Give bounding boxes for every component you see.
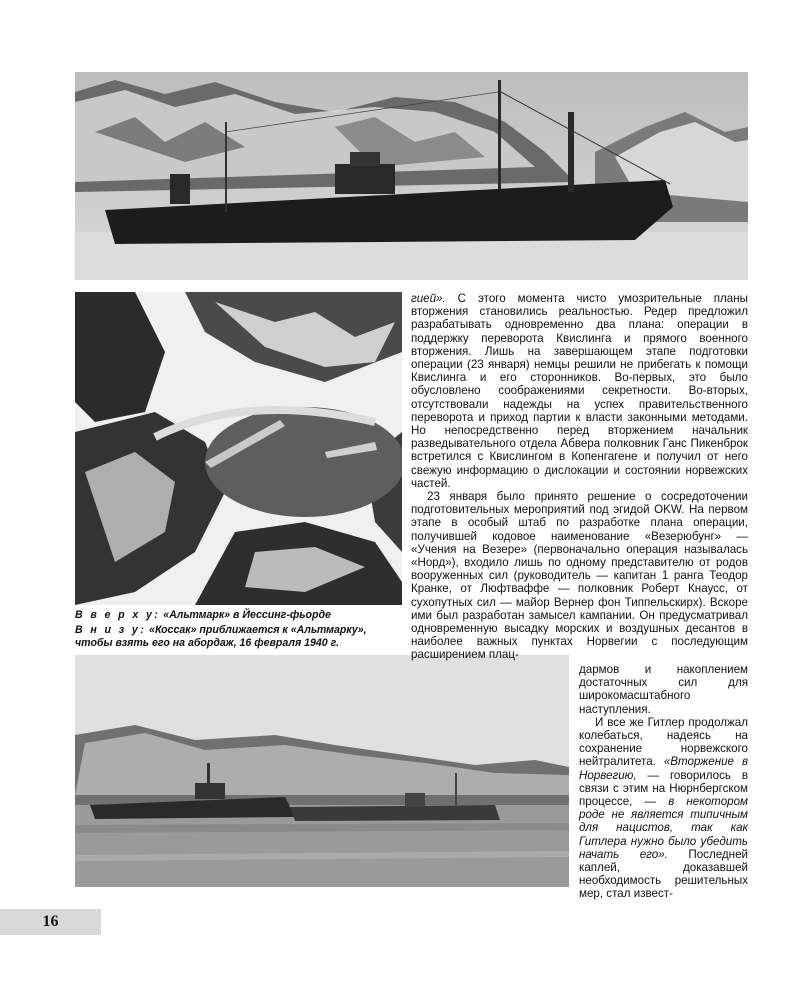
photo-altmark-image — [75, 72, 748, 280]
caption-top-label: В в е р х у: — [75, 609, 161, 621]
page-number: 16 — [0, 909, 101, 935]
article-column-right — [411, 292, 748, 662]
paragraph-3-quote-a: «Вторжение в Норвегию, — [579, 755, 749, 782]
photo-altmark-in-fjord — [75, 72, 748, 280]
article-column-narrow — [579, 663, 748, 901]
paragraph-3 — [579, 716, 748, 901]
caption-top-text: «Альтмарк» в Йессинг-фьорде — [163, 609, 331, 621]
paragraph-3-text-b: — говорилось в связи с этим на Нюрнбергском процессе, — — [579, 768, 748, 809]
photo-jossingfjord-aerial — [75, 292, 402, 605]
photo-cossack-image — [75, 655, 569, 887]
paragraph-1-quote-end: гией». — [411, 292, 446, 305]
paragraph-2: 23 января было принято решение о сосредоточении подготовительных мероприятий под эгидой OKW. На первом этапе в особый штаб по разработке плана операции, получившей кодовое наименование «Везерюбунг» — «Учения на Везере» (первоначально операция называлась «Норд»), входило лишь по одному представителю от родов вооруженных сил (руководитель — капитан 1 ранга Теодор Кранке, от Люфтваффе — полковник Роберт Кнаусс, от сухопутных сил — майор Вернер фон Типпельскирх). Вскоре ими был разработан замысел кампании. Он предусматривал одновременную высадку морских и воздушных десантов в наиболее важных пунктах Норвегии с последующим расширением плац- — [411, 490, 748, 662]
paragraph-2-continued: дармов и накоплением достаточных сил для широкомасштабного наступления. — [579, 663, 748, 716]
paragraph-3-text-c: Последней каплей, доказавшей необходимость решительных мер, стал извест- — [579, 847, 748, 901]
caption-bottom — [75, 624, 405, 650]
photo-fjord-image — [75, 292, 402, 605]
paragraph-3-text-a: И все же Гитлер продолжал колебаться, надеясь на сохранение норвежского нейтралитета. — [579, 715, 748, 769]
photo-cossack-approaching — [75, 655, 569, 887]
caption-bottom-text: «Коссак» приближается к «Альтмарку», чтобы взять его на абордаж, 16 февраля 1940 г. — [75, 624, 367, 649]
paragraph-1 — [411, 292, 748, 490]
caption-bottom-label: В н и з у: — [75, 624, 147, 636]
caption-top — [75, 609, 405, 622]
paragraph-3-quote-b: в некотором роде не является типичным для нацистов, так как Гитлера нужно было убедить начать его». — [579, 795, 748, 861]
paragraph-1-text: С этого момента чисто умозрительные планы вторжения становились реальностью. Редер предложил разрабатывать одновременно два плана: операции в поддержку переворота Квислинга и прямого военного вторжения. Лишь на завершающем этапе подготовки операции (23 января) немцы решили не прибегать к помощи Квислинга и его сторонников. Во-первых, это было обусловлено соображениями секретности. Во-вторых, отсутствовали надежды на успех правительственного переворота и приход партии к власти законными методами. Но непосредственно перед вторжением начальник разведывательного отдела Абвера полковник Ганс Пикенброк встретился с Квислингом в Копенгагене и получил от него свежую информацию о дислокации и состоянии норвежских частей. — [411, 292, 748, 490]
